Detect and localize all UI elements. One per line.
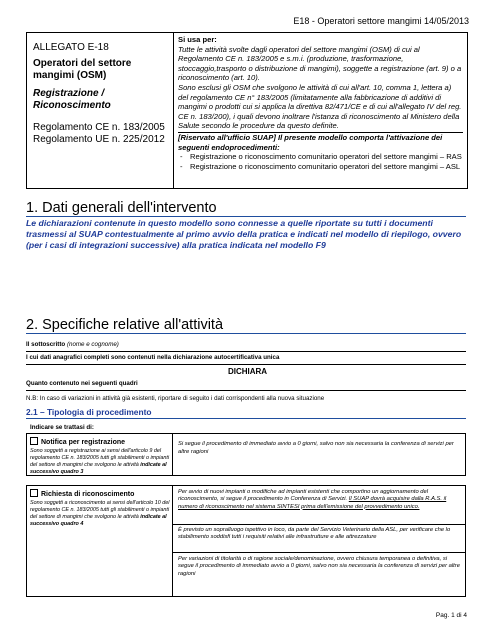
divider (26, 364, 466, 365)
document-header: E18 - Operatori settore mangimi 14/05/2013 (293, 16, 469, 26)
notifica-option[interactable]: Notifica per registrazione (30, 437, 125, 447)
usage-panel (178, 35, 463, 171)
richiesta-checkbox[interactable] (30, 489, 38, 497)
section-2-title: 2. Specifiche relative all'attività (26, 317, 466, 334)
indicare-label: Indicare se trattasi di: (30, 424, 94, 431)
richiesta-description: Sono soggetti a riconoscimento ai sensi dell'articolo 10 del regolamento CE n. 183/2005 tutti gli stabilimenti o impianti del settore di mangimi che svolgono le attività indicate al successivo quadro 4 (30, 500, 170, 527)
dichiara-label: DICHIARA (227, 367, 268, 376)
notifica-procedure: Si segue il procedimento di immediato avvio a 0 giorni, salvo non sia necessaria la conferenza di servizi per altre ragioni (178, 441, 454, 455)
quanto-text: Quanto contenuto nei seguenti quadri (26, 380, 138, 387)
notifica-checkbox[interactable] (30, 437, 38, 445)
suap-note: [Riservato all'ufficio SUAP] Il presente modello comporta l'attivazione dei seguenti endoprocedimenti: (178, 132, 463, 152)
divider (26, 351, 466, 352)
regulation-ce: Regolamento CE n. 183/2005 (33, 122, 165, 133)
richiesta-procedure-3: Per variazioni di titolarità o di ragione sociale/denominazione, ovvero chiusura temporanea o definitiva, si segue il procedimento di immediato avvio a 0 giorni, salvo non sia necessaria la conferenza di servizi per altre ragioni (178, 556, 460, 577)
divider (173, 552, 466, 553)
divider (26, 390, 466, 391)
divider (26, 418, 466, 419)
subsection-title: 2.1 – Tipologia di procedimento (26, 407, 152, 417)
usage-text-2: Sono esclusi gli OSM che svolgono le attività di cui all'art. 10, comma 1, lettera a) del regolamento CE n° 183/2005 (limitatamente alla fabbricazione di additivi di mangimi o prodotti cui si applica la direttiva 82/471/CE e di cui all'allegato IV del reg. CE n. 183/200), i quali devono inoltrare l'istanza di riconoscimento al Ministero della Salute secondo le procedure da questo definite. (178, 82, 462, 131)
allegato-subtitle: Operatori del settore mangimi (OSM) (33, 58, 132, 81)
divider (173, 524, 466, 525)
list-item: - Registrazione o riconoscimento comunitario operatori del settore mangimi – RAS (178, 152, 463, 162)
richiesta-procedure-2: È previsto un sopralluogo ispettivo in loco, da parte del Servizio Veterinario della ASL, per verificare che lo stabilimento soddisfi tutti i requisiti relativi alle infrastrutture e alle attrezzature (178, 527, 451, 541)
allegato-title: ALLEGATO E-18 (33, 42, 109, 53)
usage-label: Si usa per: (178, 35, 217, 44)
dati-anagrafici-text: I cui dati anagrafici completi sono contenuti nella dichiarazione autocertificativa unica (26, 354, 280, 361)
page-number: Pag. 1 di 4 (435, 612, 467, 619)
list-item: - Registrazione o riconoscimento comunitario operatori del settore mangimi – ASL (178, 162, 463, 172)
allegato-box (26, 32, 468, 189)
richiesta-option[interactable]: Richiesta di riconoscimento (30, 489, 134, 499)
sottoscritto-label: Il sottoscritto (nome e cognome) (26, 341, 119, 348)
allegato-info (27, 33, 174, 188)
section-1-note: Le dichiarazioni contenute in questo modello sono connesse a quelle riportate su tutti i documenti trasmessi al SUAP contestualmente al primo avvio della pratica e indicati nel modello di riepilogo, ovvero (per i casi di integrazioni successive) alla pratica indicata nel modello F9 (26, 218, 462, 250)
section-1-title: 1. Dati generali dell'intervento (26, 200, 466, 217)
notifica-description: Sono soggetti a registrazione ai sensi dell'articolo 9 del regolamento CE n. 183/2005 tutti gli stabilimenti o impianti del settore di mangimi che svolgono le attività indicate al successivo quadro 3 (30, 448, 170, 475)
endoprocedimenti-list (178, 152, 463, 171)
nb-text: N.B: In caso di variazioni in attività già esistenti, riportare di seguito i dati corrispondenti alla nuova situazione (26, 395, 325, 402)
richiesta-procedure-1: Per avvio di nuovi impianti o modifiche ad impianti esistenti che comportino un aggiornamento del riconoscimento, si segue il procedimento in Conferenza di Servizi. Il SUAP dovrà acquisire dalla R.A.S. il numero di riconoscimento nel sistema SINTESI prima dell'emissione del provvedimento unico. (178, 489, 447, 510)
regulation-ue: Regolamento UE n. 225/2012 (33, 134, 165, 145)
allegato-type: Registrazione / Riconoscimento (33, 88, 111, 111)
usage-text-1: Tutte le attività svolte dagli operatori del settore mangimi (OSM) di cui al Regolamento CE n. 183/2005 e s.m.i. (produzione, trasformazione, stoccaggio,trasporto o distribuzione di mangimi), soggette a registrazione (art. 9) o a riconoscimento (art. 10). (178, 44, 462, 83)
